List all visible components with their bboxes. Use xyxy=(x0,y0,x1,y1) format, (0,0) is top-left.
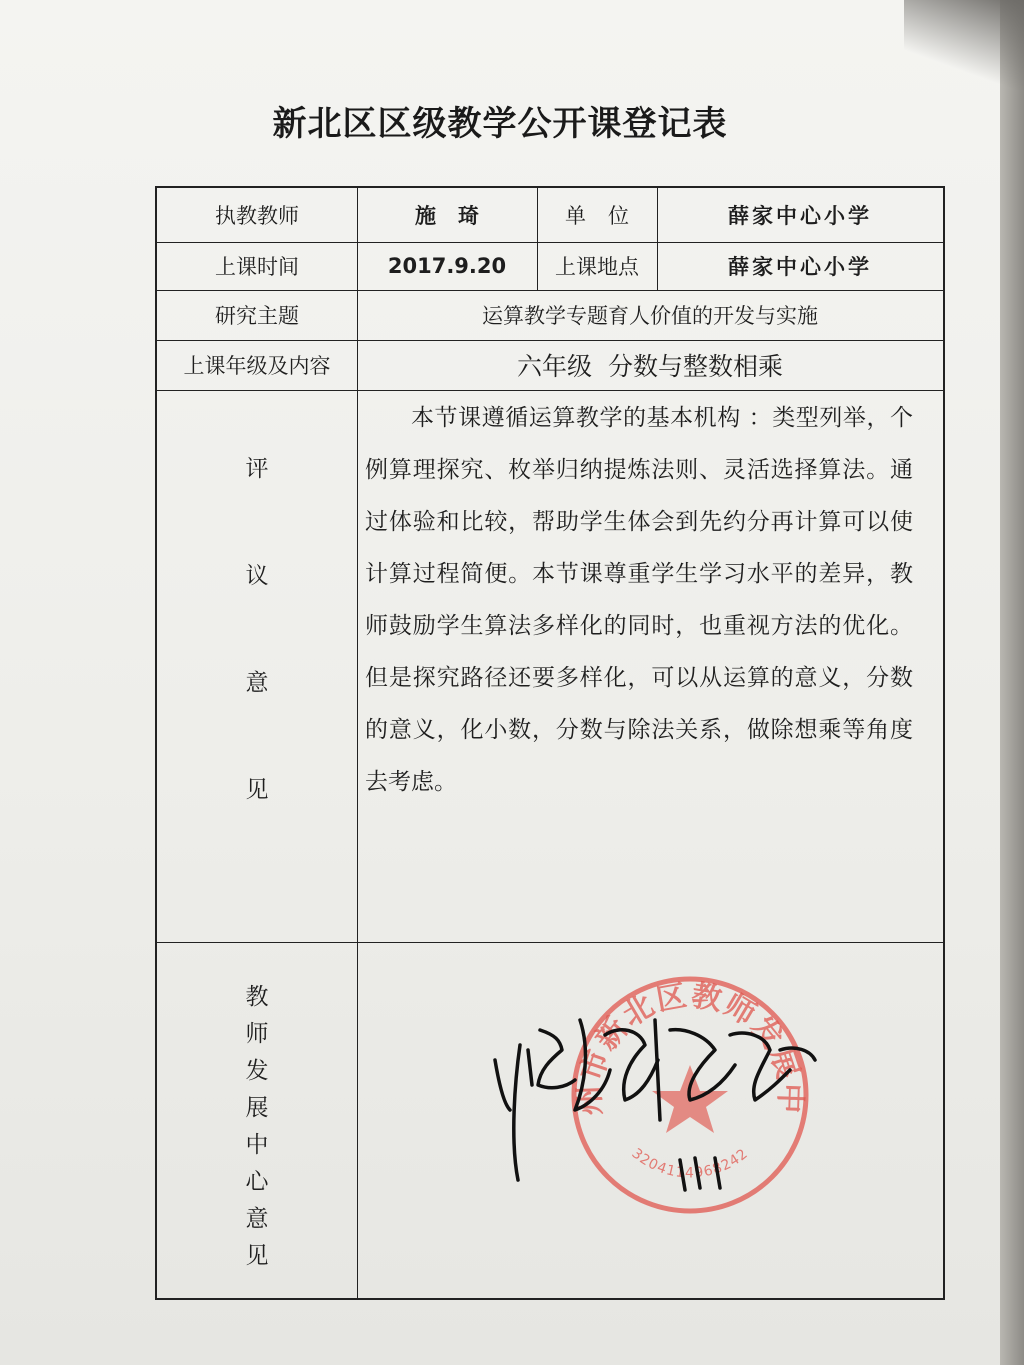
center-label-char: 心 xyxy=(245,1169,269,1195)
document-title: 新北区区级教学公开课登记表 xyxy=(272,104,728,144)
center-label-char: 中 xyxy=(245,1132,269,1158)
time-label: 上课时间 xyxy=(215,255,299,279)
unit-value: 薛家中心小学 xyxy=(728,204,872,228)
center-label-char: 见 xyxy=(245,1243,269,1269)
unit-label: 单位 xyxy=(565,204,651,228)
center-label-char: 发 xyxy=(245,1058,269,1084)
stamp-code: 3204114968242 xyxy=(628,1145,752,1182)
topic-value: 运算教学专题育人价值的开发与实施 xyxy=(482,304,818,328)
review-label-char: 议 xyxy=(245,563,269,589)
review-label-char: 见 xyxy=(245,777,269,803)
handwritten-signature xyxy=(480,990,840,1200)
grade-label: 上课年级及内容 xyxy=(183,354,331,378)
stamp-text: 州市新北区教师发展中 xyxy=(572,978,808,1116)
center-label-char: 教 xyxy=(245,984,269,1010)
center-label-char: 展 xyxy=(245,1095,269,1121)
time-value: 2017.9.20 xyxy=(387,254,507,278)
corner-shadow xyxy=(904,0,1024,90)
review-label-char: 评 xyxy=(245,456,269,482)
center-opinion-label xyxy=(157,978,357,1274)
place-label: 上课地点 xyxy=(555,255,639,279)
place-value: 薛家中心小学 xyxy=(728,255,872,279)
center-label-char: 师 xyxy=(245,1021,269,1047)
teacher-value: 施琦 xyxy=(415,204,501,228)
topic-label: 研究主题 xyxy=(215,304,299,328)
center-label-char: 意 xyxy=(245,1206,269,1232)
review-label xyxy=(157,450,357,878)
desk-background xyxy=(1000,0,1024,1365)
review-label-char: 意 xyxy=(245,670,269,696)
grade-value: 六年级 分数与整数相乘 xyxy=(517,352,783,381)
review-comment-text: 本节课遵循运算教学的基本机构 ：类型列举，个例算理探究、枚举归纳提炼法则、灵活选择算法。通过体验和比较，帮助学生体会到先约分再计算可以使计算过程简便。本节课尊重学生学习水平的差异，教师鼓励学生算法多样化的同时，也重视方法的优化。但是探究路径还要多样化，可以从运算的意义，分数的意义，化小数，分数与除法关系，做除想乘等角度去考虑。 xyxy=(365,405,913,795)
teacher-label: 执教教师 xyxy=(215,204,299,228)
